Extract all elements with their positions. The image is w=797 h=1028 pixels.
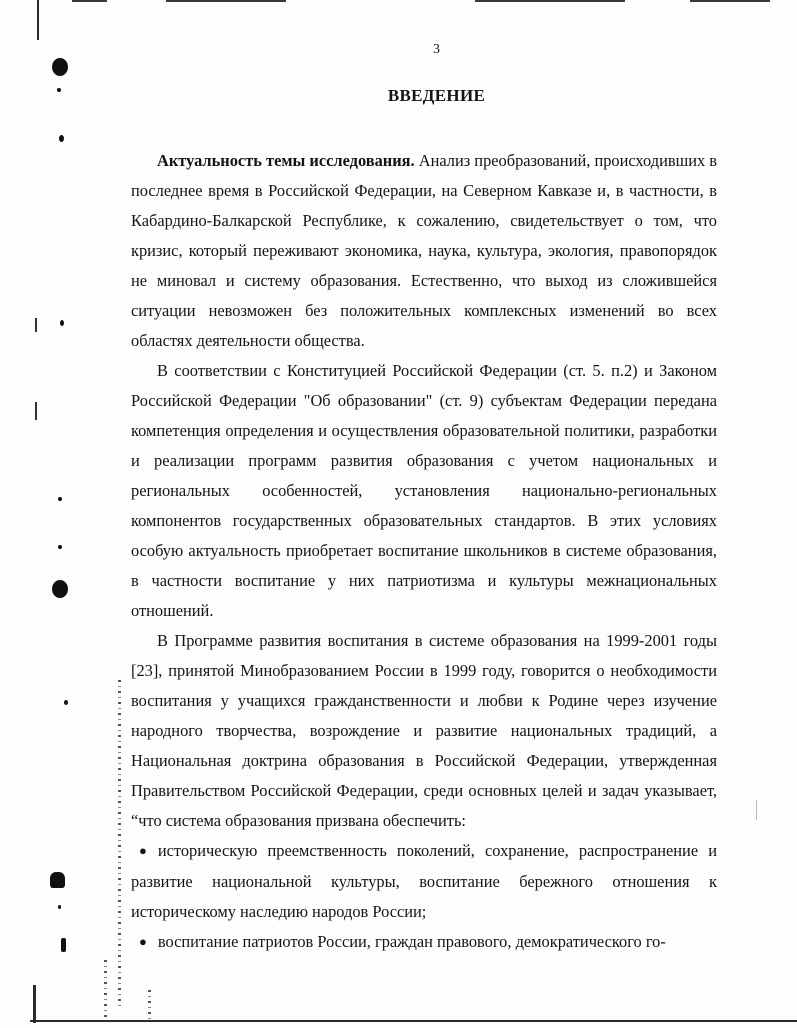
scan-speckle-column [148,990,151,1020]
scan-top-line [166,0,286,2]
scan-speckle-column [104,960,107,1020]
scan-blot [58,497,62,501]
paragraph [131,356,717,626]
scan-blot [60,320,64,326]
scan-blot [64,700,68,705]
scan-edge-line [37,0,39,40]
scan-blot [50,872,65,888]
scan-top-line [72,0,107,2]
scan-top-line [690,0,770,2]
paragraph-text: Анализ преобразований, происходивших в последнее время в Российской Федерации, на Северном Кавказе и, в частности, в Кабардино-Балкарской Республике, к сожалению, свидетельствует о том, что кризис, который переживают экономика, наука, культура, экология, правопорядок не миновал и систему образования. Естественно, что выход из сложившейся ситуации невозможен без положительных комплексных изменений во всех областях деятельности общества. [131,151,718,350]
body-text [131,146,717,958]
scan-blot [61,938,66,952]
scan-bottom-line [30,1020,797,1022]
paragraph [131,146,717,356]
paragraph-text: В соответствии с Конституцией Российской Федерации (ст. 5. п.2) и Законом Российской Федерации "Об образовании" (ст. 9) субъектам Федерации передана компетенция определения и осуществления образовательной политики, разработки и реализации программ развития образования с учетом национальных и региональных особенностей, установления национально-региональных компонентов государственных образовательных стандартов. В этих условиях особую актуальность приобретает воспитание школьников в системе образования, в частности воспитание у них патриотизма и культуры межнациональных отношений. [131,361,717,620]
paragraph-text: В Программе развития воспитания в системе образования на 1999-2001 годы [23], принятой Минобразованием России в 1999 году, говорится о необходимости воспитания у учащихся гражданственности и любви к Родине через изучение народного творчества, возрождение и развитие национальных традиций, а Национальная доктрина образования в Российской Федерации, утвержденная Правительством Российской Федерации, среди основных целей и задач указывает, “что система образования призвана обеспечить: [131,631,717,830]
scan-tick [35,318,37,332]
scan-tick [756,800,757,820]
scan-top-line [475,0,625,2]
scan-blot [59,135,64,142]
scan-blot [52,580,68,598]
scan-speckle-column [118,680,121,1010]
bullet-list [131,836,717,958]
scan-blot [58,545,62,549]
page-title: ВВЕДЕНИЕ [387,86,486,105]
scan-tick [35,402,37,420]
scan-blot [58,905,61,909]
paragraph-lead: Актуальность темы исследования. [157,151,415,170]
scan-left-bar [33,985,36,1023]
list-item [131,927,717,958]
list-item-text: воспитание патриотов России, граждан правового, демократического го- [157,932,666,951]
list-item-text: историческую преемственность поколений, сохранение, распространение и развитие национальной культуры, воспитание бережного отношения к историческому наследию народов России; [131,841,717,921]
bullet-icon: ● [139,934,147,949]
bullet-icon: ● [139,843,147,858]
list-item [131,836,717,927]
scan-blot [52,58,68,76]
paragraph [131,626,717,836]
page-number: 3 [433,42,440,57]
